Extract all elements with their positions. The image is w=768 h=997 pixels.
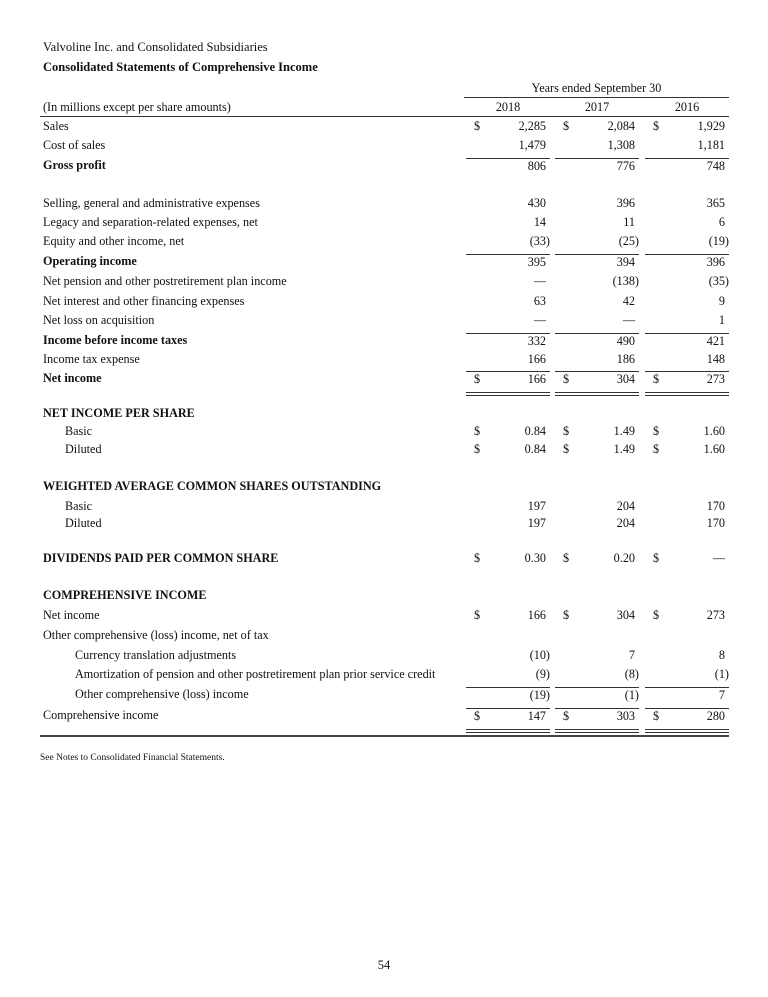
value-cell-2018 xyxy=(466,442,550,461)
currency-symbol: $ xyxy=(474,608,481,622)
cell-value: 197 xyxy=(527,516,546,530)
table-row xyxy=(0,608,768,627)
table-row xyxy=(0,313,768,332)
cell-value: (33) xyxy=(529,234,550,248)
value-cell-2016 xyxy=(645,687,729,707)
value-cell-2018 xyxy=(466,138,550,157)
currency-symbol: $ xyxy=(653,709,660,723)
cell-value: 280 xyxy=(706,709,725,723)
cell-value: (10) xyxy=(529,648,550,662)
cell-value: — xyxy=(533,313,546,327)
cell-value: 490 xyxy=(616,334,635,348)
value-cell-2017 xyxy=(555,215,639,234)
value-cell-2018 xyxy=(466,687,550,707)
table-row xyxy=(0,274,768,293)
currency-symbol: $ xyxy=(563,608,570,622)
row-label: Other comprehensive (loss) income xyxy=(75,687,249,701)
value-cell-2018 xyxy=(466,313,550,332)
header-rule xyxy=(40,116,729,117)
cell-value: (1) xyxy=(714,667,729,681)
currency-symbol: $ xyxy=(474,442,481,456)
statement-title: Consolidated Statements of Comprehensive Income xyxy=(43,60,318,74)
row-label: Other comprehensive (loss) income, net of tax xyxy=(43,628,269,642)
value-cell-2016 xyxy=(645,667,729,686)
value-cell-2016 xyxy=(645,442,729,461)
currency-symbol: $ xyxy=(563,442,570,456)
value-cell-2016 xyxy=(645,708,729,728)
cell-value: 394 xyxy=(616,255,635,269)
value-cell-2016 xyxy=(645,551,729,570)
table-row xyxy=(0,442,768,461)
value-cell-2018 xyxy=(466,551,550,570)
value-cell-2018 xyxy=(466,608,550,627)
value-cell-2017 xyxy=(555,158,639,178)
value-cell-2017 xyxy=(555,687,639,707)
row-label: Net loss on acquisition xyxy=(43,313,155,327)
row-label: Net income xyxy=(43,371,102,385)
cell-value: 421 xyxy=(706,334,725,348)
table-row xyxy=(0,119,768,138)
currency-symbol: $ xyxy=(474,119,481,133)
cell-value: 396 xyxy=(706,255,725,269)
value-cell-2016 xyxy=(645,333,729,353)
cell-value: 0.84 xyxy=(524,424,546,438)
cell-value: (8) xyxy=(624,667,639,681)
cell-value: 197 xyxy=(527,499,546,513)
table-row xyxy=(0,234,768,253)
cell-value: 303 xyxy=(616,709,635,723)
cell-value: 1,929 xyxy=(697,119,725,133)
value-cell-2016 xyxy=(645,158,729,178)
row-label: Cost of sales xyxy=(43,138,106,152)
value-cell-2017 xyxy=(555,608,639,627)
row-label: DIVIDENDS PAID PER COMMON SHARE xyxy=(43,551,279,565)
cell-value: 2,285 xyxy=(518,119,546,133)
cell-value: 1.60 xyxy=(703,424,725,438)
row-label: Net interest and other financing expenses xyxy=(43,294,245,308)
value-cell-2017 xyxy=(555,138,639,157)
value-cell-2017 xyxy=(555,442,639,461)
value-cell-2017 xyxy=(555,333,639,353)
cell-value: 395 xyxy=(527,255,546,269)
table-row xyxy=(0,406,768,425)
value-cell-2016 xyxy=(645,274,729,293)
value-cell-2016 xyxy=(645,424,729,443)
cell-value: 396 xyxy=(616,196,635,210)
currency-symbol: $ xyxy=(653,608,660,622)
value-cell-2017 xyxy=(555,648,639,667)
currency-symbol: $ xyxy=(474,424,481,438)
value-cell-2016 xyxy=(645,608,729,627)
currency-symbol: $ xyxy=(653,372,660,386)
cell-value: 186 xyxy=(616,352,635,366)
row-label: Basic xyxy=(65,499,93,513)
cell-value: 304 xyxy=(616,608,635,622)
row-label: Equity and other income, net xyxy=(43,234,185,248)
cell-value: — xyxy=(622,313,635,327)
cell-value: 1.49 xyxy=(613,424,635,438)
cell-value: (19) xyxy=(529,688,550,702)
row-label: Operating income xyxy=(43,254,137,268)
table-row xyxy=(0,294,768,313)
table-row xyxy=(0,667,768,686)
cell-value: 170 xyxy=(706,516,725,530)
value-cell-2018 xyxy=(466,667,550,686)
cell-value: 1,181 xyxy=(697,138,725,152)
row-label: Sales xyxy=(43,119,69,133)
table-row xyxy=(0,371,768,390)
currency-symbol: $ xyxy=(474,709,481,723)
cell-value: 148 xyxy=(706,352,725,366)
value-cell-2017 xyxy=(555,294,639,313)
cell-value: 332 xyxy=(527,334,546,348)
value-cell-2016 xyxy=(645,138,729,157)
cell-value: 748 xyxy=(706,159,725,173)
table-row xyxy=(0,333,768,352)
cell-value: 0.84 xyxy=(524,442,546,456)
table-row xyxy=(0,516,768,535)
cell-value: 166 xyxy=(527,372,546,386)
value-cell-2018 xyxy=(466,371,550,391)
value-cell-2017 xyxy=(555,424,639,443)
value-cell-2017 xyxy=(555,667,639,686)
value-cell-2017 xyxy=(555,371,639,391)
cell-value: 1,308 xyxy=(607,138,635,152)
cell-value: 7 xyxy=(628,648,635,662)
cell-value: (138) xyxy=(612,274,639,288)
cell-value: 0.20 xyxy=(613,551,635,565)
row-label: Income tax expense xyxy=(43,352,140,366)
value-cell-2016 xyxy=(645,234,729,253)
cell-value: 170 xyxy=(706,499,725,513)
currency-symbol: $ xyxy=(474,551,481,565)
value-cell-2016 xyxy=(645,371,729,391)
table-row xyxy=(0,628,768,647)
cell-value: (25) xyxy=(618,234,639,248)
cell-value: (9) xyxy=(535,667,550,681)
value-cell-2016 xyxy=(645,294,729,313)
years-rule xyxy=(464,97,729,98)
row-label: Legacy and separation-related expenses, net xyxy=(43,215,258,229)
value-cell-2017 xyxy=(555,274,639,293)
value-cell-2018 xyxy=(466,424,550,443)
value-cell-2016 xyxy=(645,313,729,332)
table-row xyxy=(0,479,768,498)
cell-value: 14 xyxy=(533,215,546,229)
row-label: Gross profit xyxy=(43,158,106,172)
cell-value: 42 xyxy=(622,294,635,308)
cell-value: 9 xyxy=(718,294,725,308)
cell-value: 8 xyxy=(718,648,725,662)
value-cell-2016 xyxy=(645,254,729,274)
row-label: NET INCOME PER SHARE xyxy=(43,406,195,420)
table-row xyxy=(0,424,768,443)
column-header-2016: 2016 xyxy=(674,100,700,114)
years-header: Years ended September 30 xyxy=(531,81,662,95)
row-label: Basic xyxy=(65,424,93,438)
table-row xyxy=(0,138,768,157)
cell-value: 6 xyxy=(718,215,725,229)
table-row xyxy=(0,588,768,607)
units-label: (In millions except per share amounts) xyxy=(43,100,231,114)
value-cell-2017 xyxy=(555,196,639,215)
cell-value: 273 xyxy=(706,608,725,622)
value-cell-2017 xyxy=(555,516,639,535)
currency-symbol: $ xyxy=(563,119,570,133)
column-header-2017: 2017 xyxy=(584,100,610,114)
value-cell-2017 xyxy=(555,551,639,570)
table-row xyxy=(0,708,768,727)
table-row xyxy=(0,196,768,215)
currency-symbol: $ xyxy=(653,442,660,456)
value-cell-2018 xyxy=(466,274,550,293)
currency-symbol: $ xyxy=(653,424,660,438)
cell-value: 1,479 xyxy=(518,138,546,152)
value-cell-2018 xyxy=(466,648,550,667)
currency-symbol: $ xyxy=(653,551,660,565)
cell-value: 2,084 xyxy=(607,119,635,133)
row-label: Comprehensive income xyxy=(43,708,159,722)
value-cell-2017 xyxy=(555,234,639,253)
cell-value: 147 xyxy=(527,709,546,723)
currency-symbol: $ xyxy=(563,424,570,438)
cell-value: 1.60 xyxy=(703,442,725,456)
value-cell-2017 xyxy=(555,254,639,274)
currency-symbol: $ xyxy=(563,709,570,723)
cell-value: (1) xyxy=(624,688,639,702)
value-cell-2018 xyxy=(466,516,550,535)
cell-value: 806 xyxy=(527,159,546,173)
cell-value: 166 xyxy=(527,352,546,366)
row-label: Currency translation adjustments xyxy=(75,648,237,662)
value-cell-2018 xyxy=(466,215,550,234)
row-label: Selling, general and administrative expenses xyxy=(43,196,260,210)
currency-symbol: $ xyxy=(474,372,481,386)
cell-value: 304 xyxy=(616,372,635,386)
table-row xyxy=(0,352,768,371)
value-cell-2018 xyxy=(466,254,550,274)
cell-value: 430 xyxy=(527,196,546,210)
cell-value: (19) xyxy=(708,234,729,248)
currency-symbol: $ xyxy=(563,372,570,386)
row-label: Diluted xyxy=(65,442,102,456)
row-label: WEIGHTED AVERAGE COMMON SHARES OUTSTANDING xyxy=(43,479,382,493)
table-row xyxy=(0,648,768,667)
row-label: Diluted xyxy=(65,516,102,530)
value-cell-2016 xyxy=(645,119,729,138)
row-label: Amortization of pension and other postretirement plan prior service credit xyxy=(75,667,436,681)
row-label: COMPREHENSIVE INCOME xyxy=(43,588,207,602)
cell-value: 204 xyxy=(616,499,635,513)
value-cell-2016 xyxy=(645,516,729,535)
page-number: 54 xyxy=(377,958,391,972)
value-cell-2018 xyxy=(466,196,550,215)
value-cell-2017 xyxy=(555,708,639,728)
value-cell-2018 xyxy=(466,119,550,138)
cell-value: — xyxy=(712,551,725,565)
cell-value: 0.30 xyxy=(524,551,546,565)
column-header-2018: 2018 xyxy=(495,100,521,114)
bottom-rule xyxy=(40,735,729,737)
row-label: Income before income taxes xyxy=(43,333,188,347)
value-cell-2018 xyxy=(466,294,550,313)
cell-value: 204 xyxy=(616,516,635,530)
cell-value: 776 xyxy=(616,159,635,173)
cell-value: 365 xyxy=(706,196,725,210)
cell-value: 273 xyxy=(706,372,725,386)
table-row xyxy=(0,158,768,177)
table-row xyxy=(0,254,768,273)
value-cell-2016 xyxy=(645,648,729,667)
currency-symbol: $ xyxy=(563,551,570,565)
table-row xyxy=(0,215,768,234)
cell-value: (35) xyxy=(708,274,729,288)
value-cell-2016 xyxy=(645,352,729,371)
value-cell-2016 xyxy=(645,196,729,215)
table-row xyxy=(0,687,768,706)
value-cell-2017 xyxy=(555,313,639,332)
value-cell-2017 xyxy=(555,352,639,371)
cell-value: 11 xyxy=(623,215,635,229)
cell-value: 166 xyxy=(527,608,546,622)
footnote: See Notes to Consolidated Financial Statements. xyxy=(40,753,225,763)
value-cell-2016 xyxy=(645,215,729,234)
value-cell-2018 xyxy=(466,333,550,353)
row-label: Net income xyxy=(43,608,100,622)
table-row xyxy=(0,551,768,570)
cell-value: 1.49 xyxy=(613,442,635,456)
cell-value: — xyxy=(533,274,546,288)
cell-value: 63 xyxy=(533,294,546,308)
value-cell-2018 xyxy=(466,158,550,178)
value-cell-2018 xyxy=(466,234,550,253)
value-cell-2018 xyxy=(466,708,550,728)
company-name: Valvoline Inc. and Consolidated Subsidiaries xyxy=(43,40,268,54)
value-cell-2017 xyxy=(555,119,639,138)
cell-value: 7 xyxy=(718,688,725,702)
row-label: Net pension and other postretirement plan income xyxy=(43,274,287,288)
cell-value: 1 xyxy=(718,313,725,327)
value-cell-2018 xyxy=(466,352,550,371)
currency-symbol: $ xyxy=(653,119,660,133)
